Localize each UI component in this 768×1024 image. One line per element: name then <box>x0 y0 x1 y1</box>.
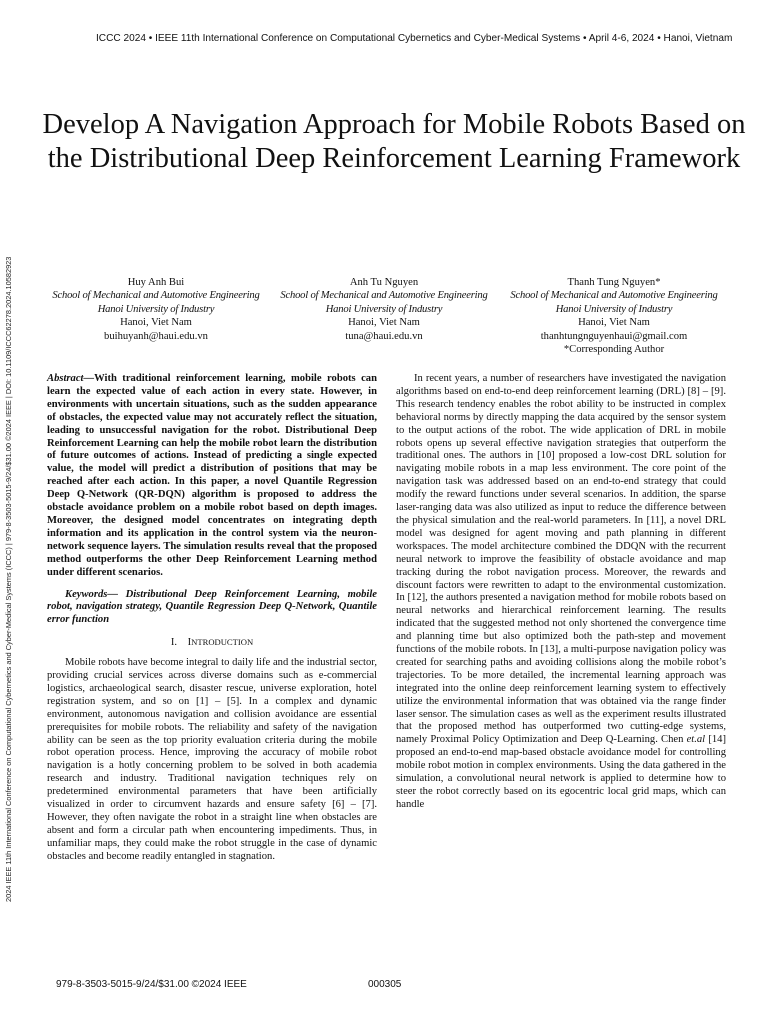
author-block-1 <box>38 276 274 343</box>
author-name: Anh Tu Nguyen <box>349 277 419 288</box>
section-title-rest: NTRODUCTION <box>191 637 254 648</box>
body-paragraph <box>396 373 726 812</box>
author-name: Huy Anh Bui <box>127 277 185 288</box>
author-affiliation: School of Mechanical and Automotive Engineering <box>52 290 260 302</box>
conference-header: ICCC 2024 • IEEE 11th International Conference on Computational Cybernetics and Cyber-Medical Systems • April 4-6, 2024 • Hanoi, Vietnam <box>96 33 733 44</box>
author-university: Hanoi University of Industry <box>555 303 673 315</box>
section-heading-introduction <box>47 636 377 650</box>
author-email[interactable]: buihuyanh@haui.edu.vn <box>104 330 208 342</box>
author-block-3 <box>496 276 732 356</box>
footer-copyright: 979-8-3503-5015-9/24/$31.00 ©2024 IEEE <box>56 979 247 990</box>
abstract <box>47 373 377 580</box>
author-affiliation: School of Mechanical and Automotive Engineering <box>280 290 488 302</box>
author-location: Hanoi, Viet Nam <box>120 317 192 329</box>
left-column <box>47 373 377 864</box>
intro-paragraph: Mobile robots have become integral to daily life and the industrial sector, providing crucial services across diverse domains such as e-commercial logistics, archaeological search, disaster rescue, universe exploration, hotel registration system, and so on [1] – [5]. In a complex and dynamic environment, autonomous navigation and collision avoidance are essential prerequisites for mobile robots. The reliability and safety of the navigation ability can be seen as the top priority evaluation criteria during the mobile robot operation process. Hence, improving the accuracy of mobile robot navigation is a hotly concerning problem to be solved in both academia research and industry. Traditional navigation techniques rely on predetermined environmental parameters that have been artificially visualized in order to circumvent hazards and ensure safety [6] – [7]. However, they often navigate the robot in a straight line when obstacles are absent and form a circular path when encountering impediments. Thus, in unfamiliar maps, they could make the robot struggle in the case of dynamic obstacles and become readily entangled in stagnation. <box>47 657 377 862</box>
paper-title: Develop A Navigation Approach for Mobile Robots Based on the Distributional Deep Reinforcement Learning Framework <box>42 109 746 174</box>
body-text-part2: [14] proposed an end-to-end map-based obstacle avoidance model for controlling mobile robot motion in complex environments. Using the data gathered in the simulation, a convolutional neural network is applied to determine how to steer the robot correctly based on its egocentric local grid maps, which can handle <box>396 734 726 810</box>
page-number: 000305 <box>368 979 402 990</box>
author-location: Hanoi, Viet Nam <box>578 317 650 329</box>
abstract-label: Abstract— <box>47 373 95 384</box>
etal-text: et.al <box>686 734 706 746</box>
author-university: Hanoi University of Industry <box>325 303 443 315</box>
author-location: Hanoi, Viet Nam <box>348 317 420 329</box>
corresponding-note: *Corresponding Author <box>563 344 665 356</box>
author-university: Hanoi University of Industry <box>97 303 215 315</box>
keywords-text: Distributional Deep Reinforcement Learning, mobile robot, navigation strategy, Quantile Regression Deep Q-Network, Quantile error function <box>47 588 377 626</box>
author-block-2 <box>266 276 502 343</box>
author-name: Thanh Tung Nguyen* <box>567 277 661 288</box>
body-text-part1: In recent years, a number of researchers have investigated the navigation algorithms based on end-to-end deep reinforcement learning (DRL) [8] – [9]. This research tendency enables the robot ability to be instructed in complex behavioral norms by directly mapping the data acquired by the sensor system to the output actions of the robot. The wide application of DRL in mobile robots opens up several effective navigation strategies that outperform the traditional ones. The authors in [10] proposed a low-cost DRL solution for navigating mobile robots in a map less environment. The core point of the navigation task was addressed based on an end-to-end strategy that could modify the reward functions under several scenarios. In addition, the sparse laser-ranging data was also utilized as input to reduce the difference between the physical simulation and the real-world parameters. In [11], a novel DRL model was designed for agent moving and path planning in different workspaces. The model architecture combined the DDQN with the recurrent neural network to improve the feasibility of obstacle avoidance and map tracking during the robot navigation process. Moreover, the rewards and discount factors were rewritten to adapt to the environmental customization. In [12], the authors presented a navigation method for mobile robots based on neural networks and hierarchical reinforcement learning. The results indicated that the suggested method not only shortened the convergence time and planning time but also optimized both the path-step and movement functions of the mobile robots. In [13], a multi-purpose navigation policy was created for searching paths and avoiding collisions along the mobile robot’s trajectories. To be more detailed, the incremental learning approach was integrated into the online deep reinforcement learning system to effectively utilize the environmental information that was obtained via the range finder laser sensor. The simulation cases as well as the experiment results illustrated that the proposed method has outperformed two cutting-edge systems, namely Proximal Policy Optimization and Deep Q-Learning. Chen <box>396 373 726 746</box>
keywords <box>47 589 377 628</box>
author-email[interactable]: tuna@haui.edu.vn <box>345 330 423 342</box>
right-column <box>396 373 726 812</box>
section-initial: I <box>187 637 192 649</box>
author-affiliation: School of Mechanical and Automotive Engineering <box>510 290 718 302</box>
keywords-label: Keywords— <box>65 588 118 600</box>
section-numeral: I. <box>170 637 177 649</box>
doi-sidebar: 2024 IEEE 11th International Conference on Computational Cybernetics and Cyber-Medical Systems (ICCC) | 979-8-3503-5015-9/24/$31.00 ©2024 IEEE | DOI: 10.1109/ICCC62278.2024.10582923 <box>4 256 13 902</box>
abstract-text: With traditional reinforcement learning, mobile robots can learn the expected value of each action in every state. However, in environments with uncertain situations, such as the sudden appearance of obstacles, the expected value may not accurately reflect the situation, leading to unsuccessful navigation for the robot. Distributional Deep Reinforcement Learning can help the mobile robot learn the distribution of future outcomes of actions. Instead of predicting a single expected value, the model will predict a distribution of positions that may be reached after each action. In this paper, a novel Quantile Regression Deep Q-Network (QR-DQN) algorithm is proposed to address the obstacle avoidance problem on a mobile robot based on depth images. Moreover, the designed model concentrates on integrating depth information and its application in the control system via the neuron-network sequence layers. The simulation results reveal that the proposed method outperforms the other Deep Reinforcement Learning method under different scenarios. <box>47 373 377 578</box>
author-email[interactable]: thanhtungnguyenhaui@gmail.com <box>540 330 688 342</box>
